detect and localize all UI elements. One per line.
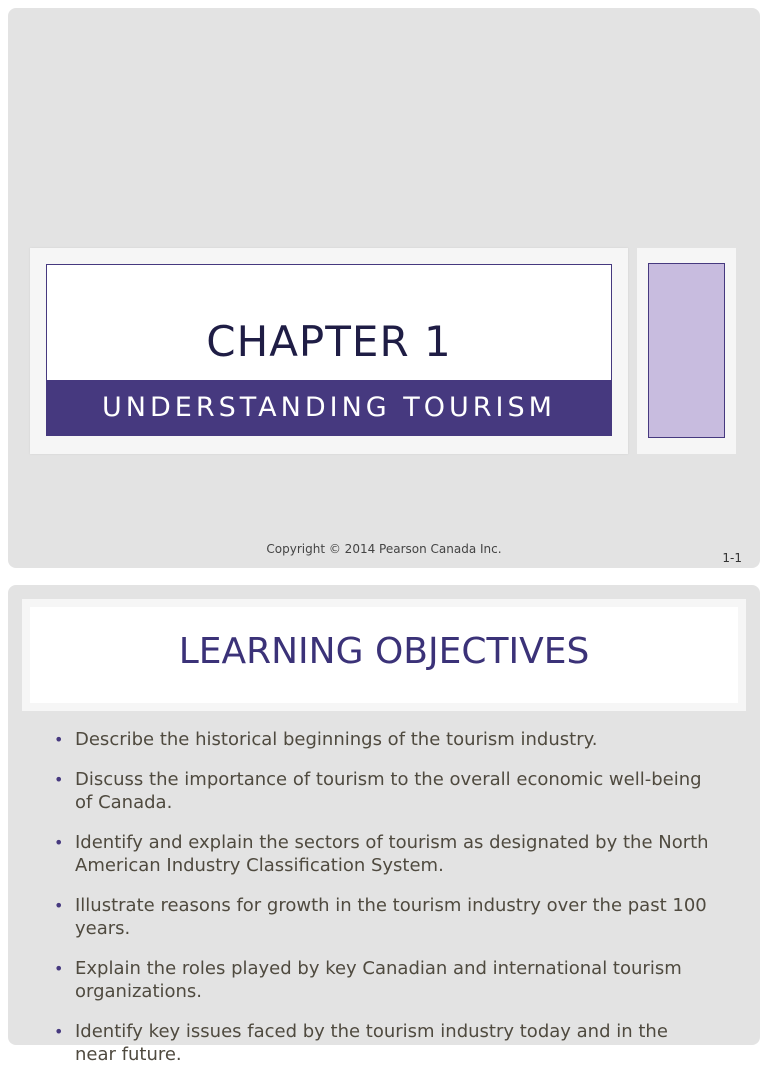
objective-text: Identify key issues faced by the tourism industry today and in the near future.: [75, 1020, 668, 1065]
list-item: [54, 831, 714, 878]
objective-text: Illustrate reasons for growth in the tourism industry over the past 100 years.: [75, 894, 707, 939]
objective-text: Describe the historical beginnings of the tourism industry.: [75, 729, 598, 750]
accent-frame: [637, 248, 736, 454]
objectives-list: [54, 728, 714, 1083]
title-box: [46, 264, 612, 436]
objective-text: Identify and explain the sectors of tourism as designated by the North American Industry Classification System.: [75, 831, 709, 876]
accent-block: [648, 263, 725, 438]
copyright-notice: Copyright © 2014 Pearson Canada Inc.: [266, 542, 502, 556]
chapter-subtitle: UNDERSTANDING TOURISM: [47, 380, 611, 435]
objective-text: Explain the roles played by key Canadian and international tourism organizations.: [75, 957, 682, 1002]
title-slide: [8, 8, 760, 568]
bullet-icon: •: [54, 958, 64, 978]
bullet-icon: •: [54, 730, 64, 749]
objective-text: Discuss the importance of tourism to the overall economic well-being of Canada.: [75, 768, 702, 813]
slide-heading: LEARNING OBJECTIVES: [178, 631, 590, 672]
chapter-title: CHAPTER 1: [206, 317, 452, 366]
list-item: [54, 894, 714, 941]
title-frame: [30, 248, 628, 454]
bullet-icon: •: [54, 1021, 64, 1041]
list-item: [54, 957, 714, 1004]
list-item: [54, 768, 714, 815]
bullet-icon: •: [54, 895, 64, 915]
objectives-slide: [8, 585, 760, 1065]
heading-box: [30, 607, 738, 703]
heading-frame: [22, 599, 746, 711]
slide-number: 1-1: [722, 551, 742, 565]
list-item: [54, 1020, 714, 1067]
list-item: [54, 728, 714, 752]
bullet-icon: •: [54, 769, 64, 789]
bullet-icon: •: [54, 832, 64, 852]
